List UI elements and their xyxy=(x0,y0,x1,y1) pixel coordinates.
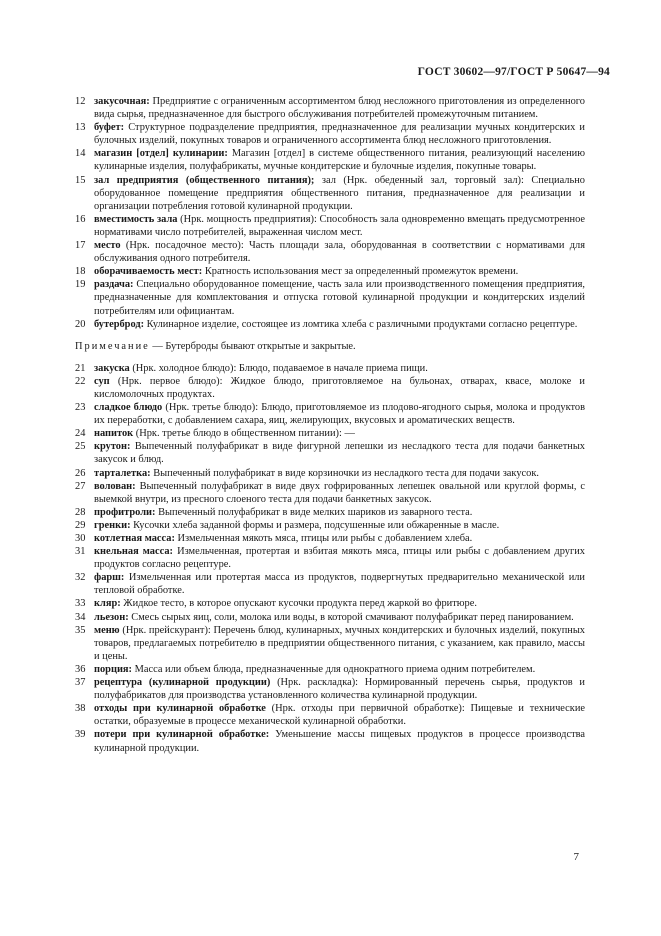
term-name: зал предприятия (общественного питания); xyxy=(94,174,315,186)
term-number: 25 xyxy=(75,441,86,453)
term-definition: Выпеченный полуфабрикат в виде двух гофрированных лепешек овальной или круглой формы, с выемкой внутри, из пресного слоеного теста для подачи банкетных закусок. xyxy=(94,480,585,505)
term-name: оборачиваемость мест: xyxy=(94,266,203,278)
term-definition: Специально оборудованное помещение, часть зала или производственного помещения предприятия, предназначенные для комплектования и отпуска готовой кулинарной продукции и кондитерских изделий потребителям или официантам. xyxy=(94,279,585,317)
term-entry xyxy=(75,728,585,754)
term-number: 31 xyxy=(75,546,86,558)
term-entry xyxy=(75,545,585,571)
term-name: раздача: xyxy=(94,279,134,291)
term-definition: Жидкое тесто, в которое опускают кусочки продукта перед жаркой во фритюре. xyxy=(120,598,477,610)
term-number: 32 xyxy=(75,572,86,584)
term-entry xyxy=(75,278,585,317)
term-entry xyxy=(75,265,585,278)
term-name: напиток xyxy=(94,428,134,440)
term-number: 22 xyxy=(75,375,86,387)
term-number: 21 xyxy=(75,362,86,374)
term-definition: Измельченная или протертая масса из продуктов, подвергнутых предварительно механической или тепловой обработке. xyxy=(94,572,585,597)
term-name: профитроли: xyxy=(94,506,156,518)
term-definition: Магазин [отдел] в системе общественного питания, реализующий населению кулинарные изделия, полуфабрикаты, мучные кондитерские и булочные изделия, покупные товары. xyxy=(94,148,585,173)
term-entry xyxy=(75,480,585,506)
term-number: 37 xyxy=(75,677,86,689)
document-header: ГОСТ 30602—97/ГОСТ Р 50647—94 xyxy=(417,66,610,78)
term-definition: Кулинарное изделие, состоящее из ломтика хлеба с различными продуктами согласно рецептуре. xyxy=(144,318,578,330)
term-number: 24 xyxy=(75,428,86,440)
term-name: рецептура (кулинарной продукции) xyxy=(94,677,271,689)
term-entry xyxy=(75,362,585,375)
term-entry xyxy=(75,440,585,466)
note xyxy=(75,340,585,353)
term-name: место xyxy=(94,240,121,252)
term-name: фарш: xyxy=(94,572,125,584)
term-definition: Выпеченный полуфабрикат в виде мелких шариков из заварного теста. xyxy=(155,506,473,518)
term-definition: (Нрк. холодное блюдо): Блюдо, подаваемое в начале приема пищи. xyxy=(129,362,428,374)
term-name: потери при кулинарной обработке: xyxy=(94,729,270,741)
term-definition: (Нрк. прейскурант): Перечень блюд, кулинарных, мучных кондитерских и булочных изделий, покупных товаров, предлагаемых потребителю в предприятии общественного питания, с указанием, как правило, массы и цены. xyxy=(94,624,585,662)
term-number: 19 xyxy=(75,279,86,291)
term-definition: Выпеченный полуфабрикат в виде корзиночки из несладкого теста для подачи закусок. xyxy=(150,467,539,479)
term-number: 35 xyxy=(75,624,86,636)
note-text: — Бутерброды бывают открытые и закрытые. xyxy=(149,340,356,352)
term-name: порция: xyxy=(94,663,133,675)
term-definition: Масса или объем блюда, предназначенные для однократного приема одним потребителем. xyxy=(132,663,536,675)
term-definition: Кусочки хлеба заданной формы и размера, подсушенные или обжаренные в масле. xyxy=(130,519,500,531)
term-definition: (Нрк. третье блюдо в общественном питании): — xyxy=(133,428,355,440)
term-name: меню xyxy=(94,624,120,636)
term-number: 17 xyxy=(75,240,86,252)
term-number: 27 xyxy=(75,480,86,492)
terms-list xyxy=(75,95,585,755)
term-entry xyxy=(75,318,585,331)
term-name: вместимость зала xyxy=(94,213,178,225)
term-number: 18 xyxy=(75,266,86,278)
note-label: Примечание xyxy=(75,340,150,352)
term-name: сладкое блюдо xyxy=(94,402,163,414)
term-definition: (Нрк. раскладка): Нормированный перечень сырья, продуктов и полуфабрикатов для производства установленного количества кулинарной продукции. xyxy=(94,677,585,702)
term-name: волован: xyxy=(94,480,136,492)
terms-group-2 xyxy=(75,362,585,755)
term-entry xyxy=(75,702,585,728)
term-entry xyxy=(75,467,585,480)
term-number: 34 xyxy=(75,611,86,623)
term-entry xyxy=(75,375,585,401)
term-name: суп xyxy=(94,375,110,387)
term-entry xyxy=(75,597,585,610)
term-number: 28 xyxy=(75,506,86,518)
term-number: 16 xyxy=(75,213,86,225)
term-number: 38 xyxy=(75,703,86,715)
term-name: закуска xyxy=(94,362,130,374)
term-entry xyxy=(75,611,585,624)
term-definition: Смесь сырых яиц, соли, молока или воды, в которой смачивают полуфабрикат перед панированием. xyxy=(128,611,574,623)
term-definition: Уменьшение массы пищевых продуктов в процессе производства кулинарной продукции. xyxy=(94,729,585,754)
term-name: кляр: xyxy=(94,598,121,610)
term-definition: Предприятие с ограниченным ассортиментом блюд несложного приготовления из определенного вида сырья, предназначенное для быстрого обслуживания потребителей промежуточным питанием. xyxy=(94,96,585,121)
term-definition: (Нрк. мощность предприятия): Способность зала одновременно вмещать предусмотренное нормативами число потребителей, выраженная числом мест. xyxy=(94,213,586,238)
term-entry xyxy=(75,571,585,597)
term-name: магазин [отдел] кулинарии: xyxy=(94,148,228,160)
term-definition: Структурное подразделение предприятия, предназначенное для реализации мучных кондитерских и булочных изделий, покупных товаров и ограниченного ассортимента блюд несложного приготовления. xyxy=(94,122,585,147)
term-definition: Кратность использования мест за определенный промежуток времени. xyxy=(202,266,519,278)
term-entry xyxy=(75,147,585,173)
term-entry xyxy=(75,174,585,213)
term-number: 12 xyxy=(75,96,86,107)
term-entry xyxy=(75,213,585,239)
terms-group-1 xyxy=(75,95,585,331)
term-entry xyxy=(75,401,585,427)
term-number: 30 xyxy=(75,533,86,544)
term-name: гренки: xyxy=(94,519,131,531)
term-number: 26 xyxy=(75,467,86,479)
term-definition: зал (Нрк. обеденный зал, торговый зал): Специально оборудованное помещение предприятия общественного питания, предназначенное для реализации и организации потребления готовой кулинарной продукции. xyxy=(94,174,585,212)
term-number: 15 xyxy=(75,174,86,186)
term-number: 23 xyxy=(75,402,86,414)
term-entry xyxy=(75,95,585,121)
term-definition: Измельченная, протертая и взбитая мякоть мяса, птицы или рыбы с добавлением других продуктов согласно рецептуре. xyxy=(94,546,585,571)
term-name: котлетная масса: xyxy=(94,533,175,544)
term-name: отходы при кулинарной обработке xyxy=(94,703,266,715)
page-number: 7 xyxy=(573,851,579,863)
term-name: льезон: xyxy=(94,611,129,623)
term-name: кнельная масса: xyxy=(94,546,173,558)
term-number: 29 xyxy=(75,519,86,531)
term-number: 33 xyxy=(75,598,86,610)
term-definition: (Нрк. третье блюдо): Блюдо, приготовляемое из плодово-ягодного сырья, молока и продуктов их переработки, с добавлением сахара, яиц, желирующих, вкусовых и ароматических веществ. xyxy=(94,402,585,427)
term-name: крутон: xyxy=(94,441,131,453)
term-entry xyxy=(75,121,585,147)
term-definition: Измельченная мякоть мяса, птицы или рыбы с добавлением хлеба. xyxy=(174,533,473,544)
term-entry xyxy=(75,663,585,676)
term-name: буфет: xyxy=(94,122,125,134)
term-number: 14 xyxy=(75,148,86,160)
term-entry xyxy=(75,676,585,702)
term-entry xyxy=(75,532,585,545)
term-number: 13 xyxy=(75,122,86,134)
term-definition: Выпеченный полуфабрикат в виде фигурной лепешки из несладкого теста для подачи банкетных закусок и блюд. xyxy=(94,441,585,466)
term-entry xyxy=(75,506,585,519)
term-entry xyxy=(75,239,585,265)
term-entry xyxy=(75,519,585,532)
term-definition: (Нрк. отходы при первичной обработке): Пищевые и технические остатки, образуемые в процессе механической кулинарной обработки. xyxy=(94,703,586,728)
term-number: 39 xyxy=(75,729,86,741)
term-definition: (Нрк. первое блюдо): Жидкое блюдо, приготовляемое на бульонах, отварах, квасе, молоке и кисломолочных продуктах. xyxy=(94,375,585,400)
term-definition: (Нрк. посадочное место): Часть площади зала, оборудованная в соответствии с нормативами для обслуживания одного потребителя. xyxy=(94,240,585,265)
term-name: бутерброд: xyxy=(94,318,145,330)
term-number: 36 xyxy=(75,663,86,675)
term-name: тарталетка: xyxy=(94,467,151,479)
term-name: закусочная: xyxy=(94,96,150,107)
term-number: 20 xyxy=(75,318,86,330)
term-entry xyxy=(75,427,585,440)
term-entry xyxy=(75,624,585,663)
